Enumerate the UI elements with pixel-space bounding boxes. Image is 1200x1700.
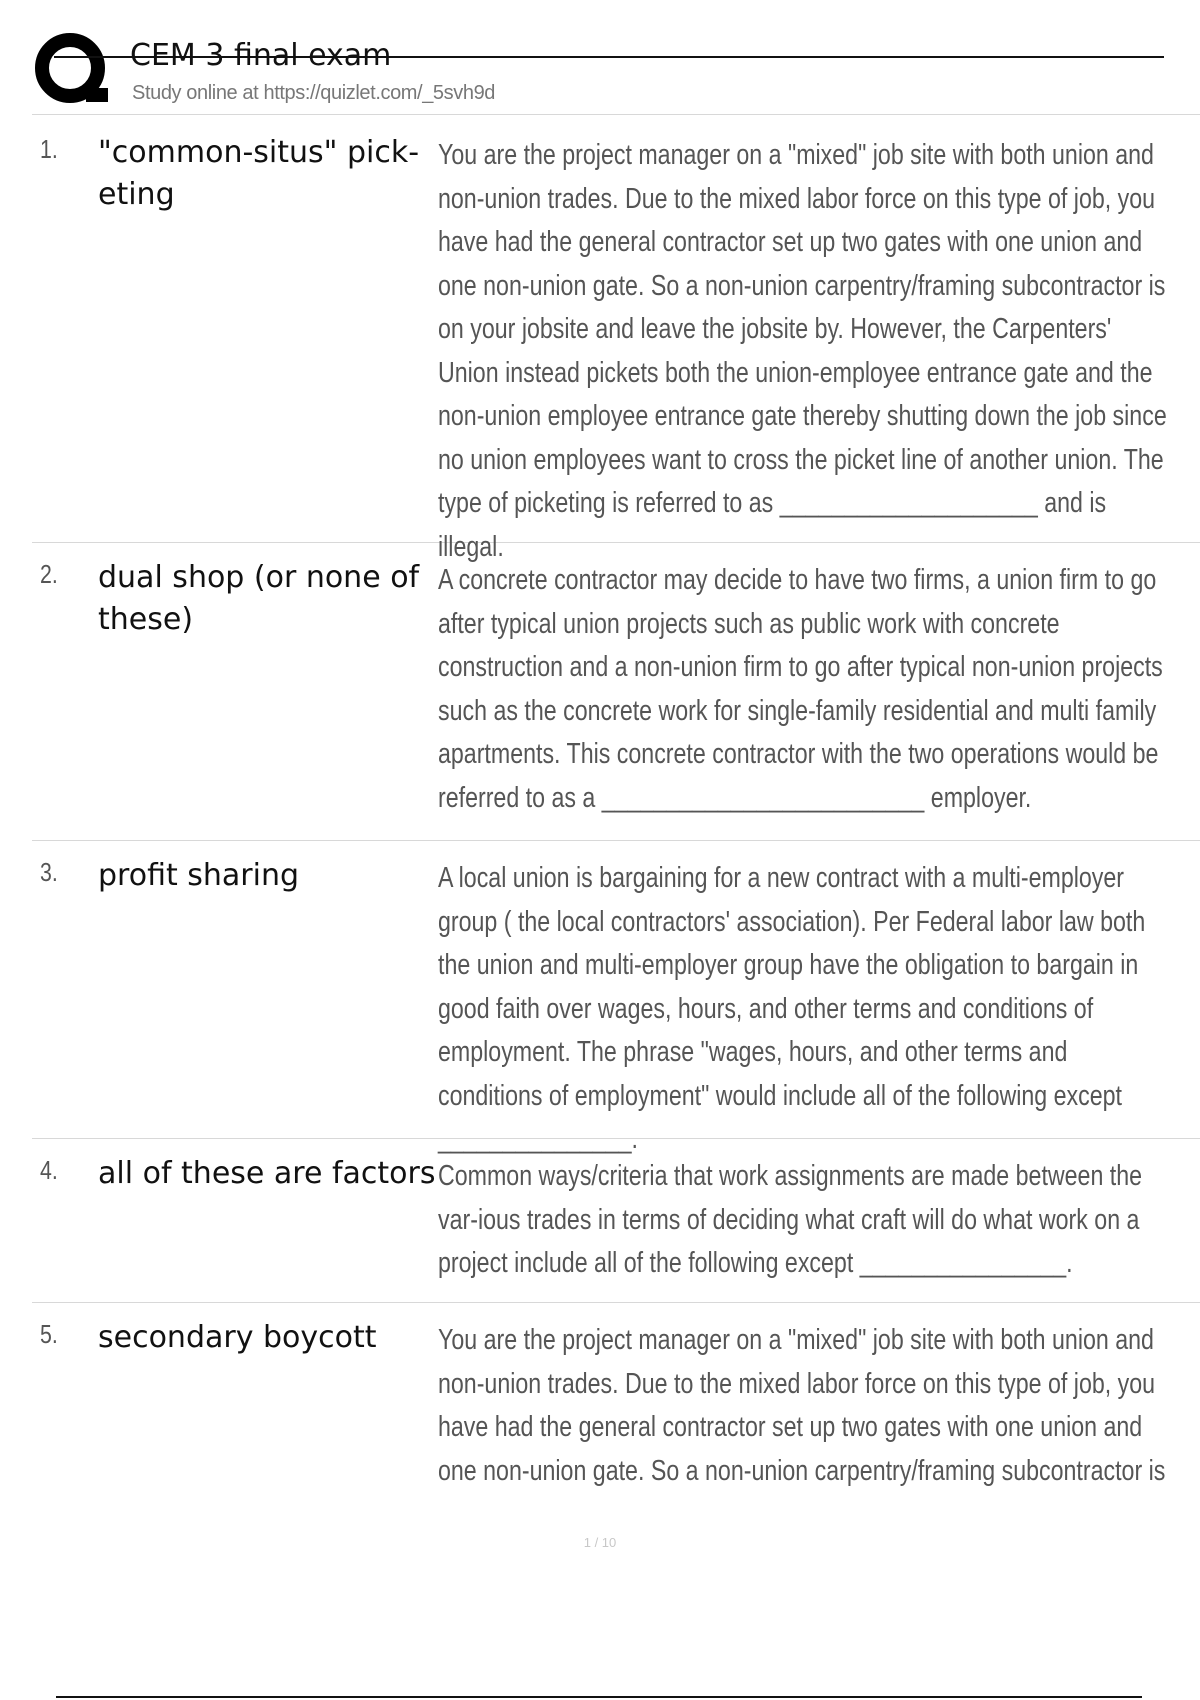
flashcard-row — [32, 1139, 1200, 1303]
card-number: 1. — [40, 134, 58, 164]
card-term: profit sharing — [98, 858, 300, 893]
flashcard-list — [32, 118, 1200, 1493]
flashcard-row — [32, 543, 1200, 841]
card-term: dual shop (or none of these) — [98, 560, 420, 637]
card-definition: A local union is bargaining for a new contract with a multi-employer group ( the local contractors' association). Per Federal labor law both the union and multi-employer group have the obligation to bargain in good faith over wages, hours, and other terms and conditions of employment. The phrase "wages, hours, and other terms and conditions of employment" would include all of the following except _______________. — [438, 862, 1146, 1155]
page-indicator: 1 / 10 — [583, 1535, 617, 1550]
card-term: all of these are factors — [98, 1156, 436, 1191]
card-number: 5. — [40, 1319, 58, 1349]
flashcard-row — [32, 1303, 1200, 1493]
header-divider — [32, 114, 1200, 115]
quizlet-logo-icon — [32, 30, 112, 110]
card-number: 4. — [40, 1155, 58, 1185]
card-definition: You are the project manager on a "mixed" job site with both union and non-union trades. Due to the mixed labor force on this type of job, you have had the general contractor set up two gates with one union and one non-union gate. So a non-union carpentry/framing subcontractor is — [438, 1324, 1166, 1487]
card-term: secondary boycott — [98, 1320, 377, 1355]
study-link[interactable]: Study online at https://quizlet.com/_5svh9d — [132, 82, 496, 104]
flashcard-row — [32, 118, 1200, 563]
footer-rule — [56, 1696, 1142, 1698]
card-definition: Common ways/criteria that work assignments are made between the var-ious trades in terms of deciding what craft will do what work on a project include all of the following except ________________. — [438, 1160, 1143, 1279]
page-header — [32, 30, 1142, 120]
card-number: 2. — [40, 559, 58, 589]
page-title: CEM 3 final exam — [130, 38, 392, 73]
card-term: "common-situs" pick-eting — [98, 135, 420, 212]
card-definition: You are the project manager on a "mixed" job site with both union and non-union trades. Due to the mixed labor force on this type of job, you have had the general contractor set up two gates with one union and one non-union gate. So a non-union carpentry/framing subcontractor is on your jobsite and leave the jobsite by. However, the Carpenters' Union instead pickets both the union-employee entrance gate and the non-union employee entrance gate thereby shutting down the job since no union employees want to cross the picket line of another union. The type of picketing is referred to as ____________________ and is illegal. — [438, 139, 1167, 563]
flashcard-row — [32, 841, 1200, 1155]
card-number: 3. — [40, 857, 58, 887]
card-definition: A concrete contractor may decide to have two firms, a union firm to go after typical union projects such as public work with concrete construction and a non-union firm to go after typical non-union projects such as the concrete work for single-family residential and multi family apartments. This concrete contractor with the two operations would be referred to as a _________________________ employer. — [438, 564, 1163, 814]
